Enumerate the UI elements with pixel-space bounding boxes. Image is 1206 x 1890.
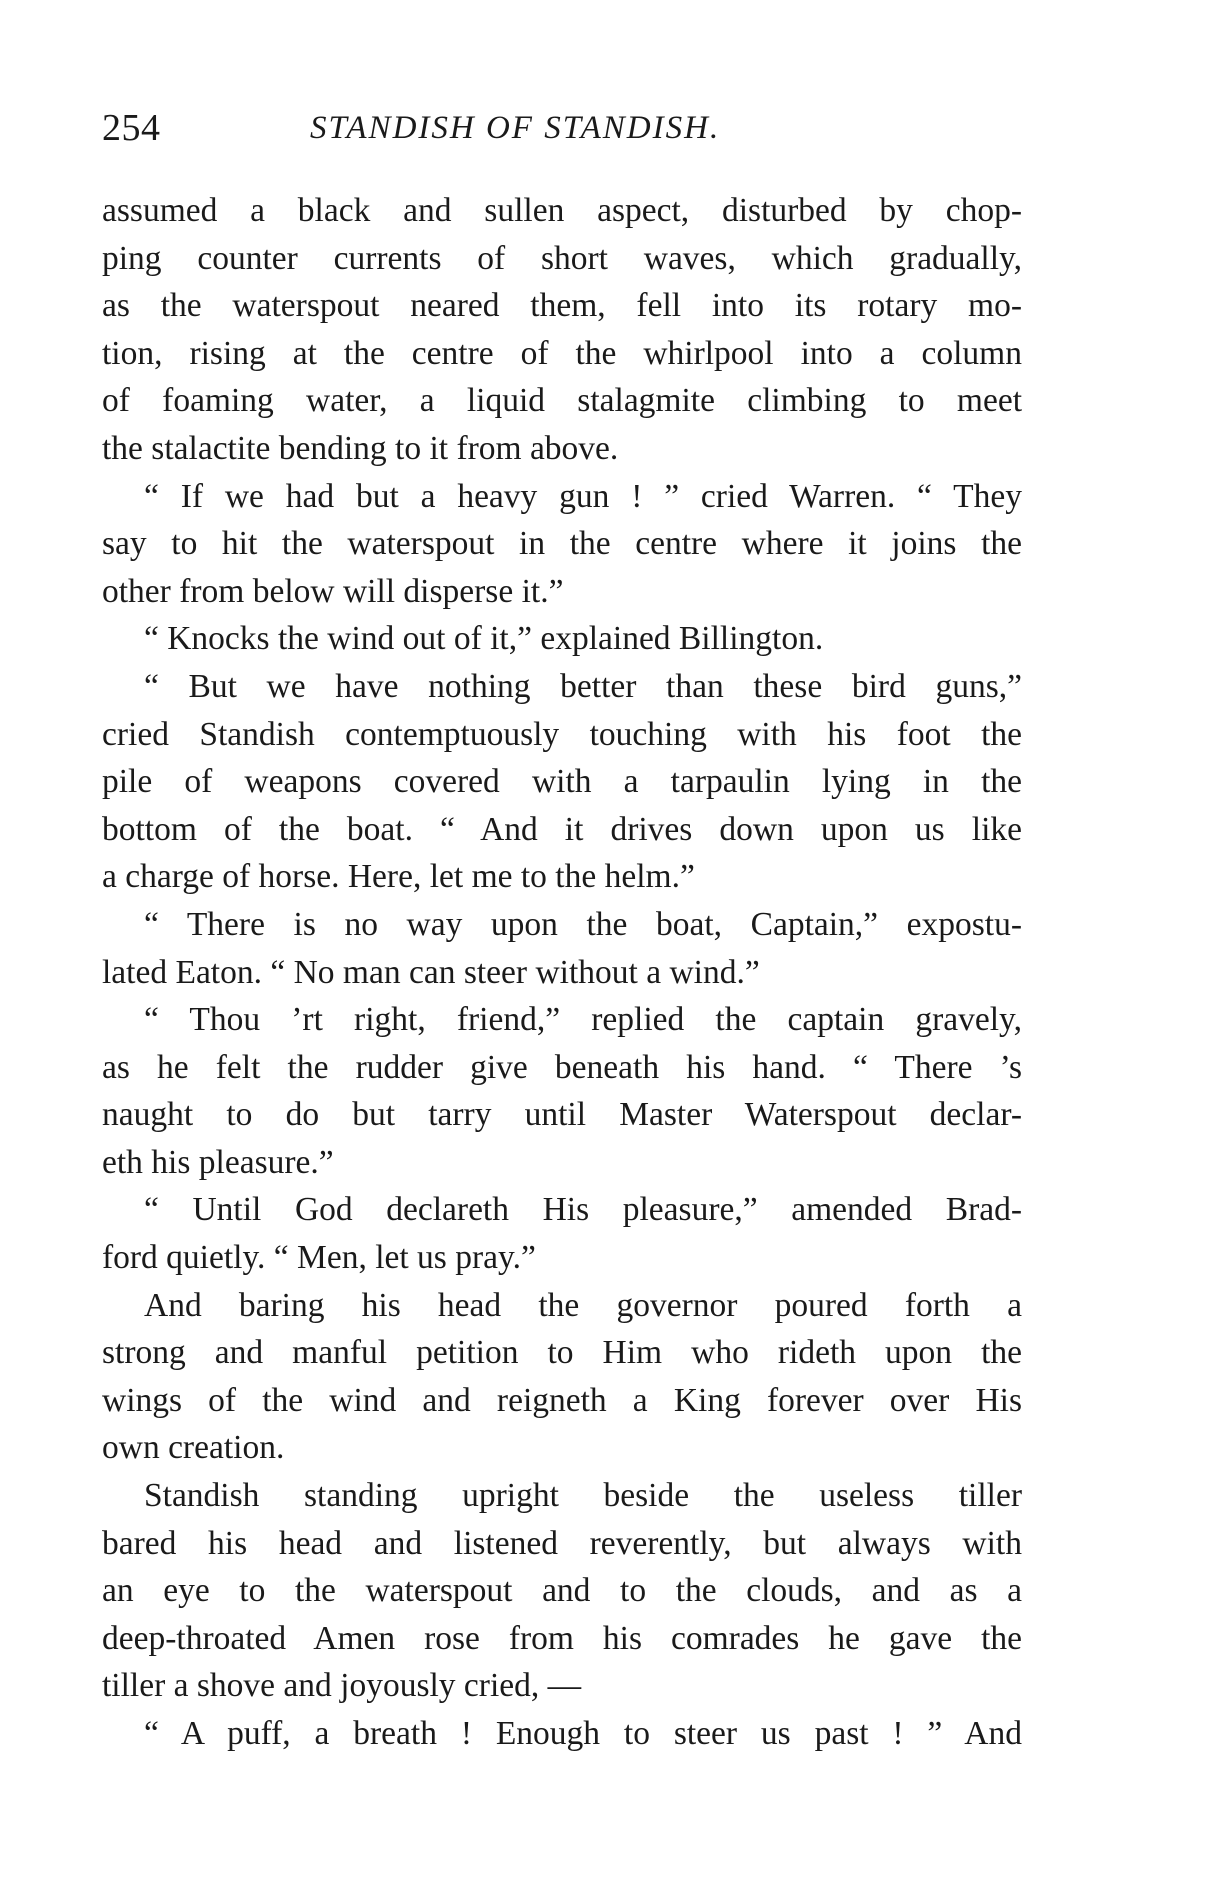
text-line: And baring his head the governor poured forth a [144, 1286, 1022, 1324]
text-line: Standish standing upright beside the useless tiller [144, 1477, 1022, 1515]
text-line: “ A puff, a breath ! Enough to steer us past ! ” And [144, 1715, 1022, 1752]
text-line: eth his pleasure.” [102, 1143, 334, 1181]
text-line: lated Eaton. “ No man can steer without a wind.” [102, 953, 760, 991]
text-line: a charge of horse. Here, let me to the helm.” [102, 858, 695, 896]
text-line: “ Thou ’rt right, friend,” replied the captain gravely, [144, 1001, 1022, 1039]
page-header [102, 103, 1022, 153]
text-line: “ Knocks the wind out of it,” explained Billington. [144, 620, 824, 658]
running-head: STANDISH OF STANDISH. [310, 110, 721, 146]
text-line: deep-throated Amen rose from his comrades he gave the [102, 1619, 1022, 1657]
text-line: assumed a black and sullen aspect, disturbed by chop- [102, 192, 1022, 229]
text-line: an eye to the waterspout and to the clouds, and as a [102, 1572, 1022, 1610]
text-line: naught to do but tarry until Master Waterspout declar- [102, 1096, 1022, 1134]
text-line: of foaming water, a liquid stalagmite climbing to meet [102, 382, 1022, 420]
text-line: ford quietly. “ Men, let us pray.” [102, 1239, 536, 1277]
text-line: “ There is no way upon the boat, Captain,” expostu- [144, 905, 1022, 943]
text-line: “ But we have nothing better than these bird guns,” [144, 667, 1022, 705]
text-line: tiller a shove and joyously cried, — [102, 1667, 582, 1705]
text-line: “ Until God declareth His pleasure,” amended Brad- [144, 1191, 1022, 1229]
text-line: bottom of the boat. “ And it drives down upon us like [102, 810, 1022, 848]
text-line: bared his head and listened reverently, but always with [102, 1524, 1022, 1562]
text-line: wings of the wind and reigneth a King forever over His [102, 1381, 1022, 1419]
text-line: cried Standish contemptuously touching with his foot the [102, 715, 1022, 753]
text-line: “ If we had but a heavy gun ! ” cried Warren. “ They [144, 477, 1022, 515]
text-line: other from below will disperse it.” [102, 572, 564, 610]
text-line: the stalactite bending to it from above. [102, 429, 619, 467]
text-line: tion, rising at the centre of the whirlpool into a column [102, 334, 1022, 372]
text-line: as he felt the rudder give beneath his hand. “ There ’s [102, 1048, 1022, 1086]
text-line: as the waterspout neared them, fell into its rotary mo- [102, 287, 1022, 325]
text-line: say to hit the waterspout in the centre where it joins the [102, 525, 1022, 563]
text-line: own creation. [102, 1429, 285, 1467]
text-line: ping counter currents of short waves, which gradually, [102, 239, 1022, 277]
text-line: strong and manful petition to Him who rideth upon the [102, 1334, 1022, 1372]
text-line: pile of weapons covered with a tarpaulin lying in the [102, 763, 1022, 801]
body-text [102, 187, 1022, 1758]
page-number: 254 [102, 107, 161, 149]
